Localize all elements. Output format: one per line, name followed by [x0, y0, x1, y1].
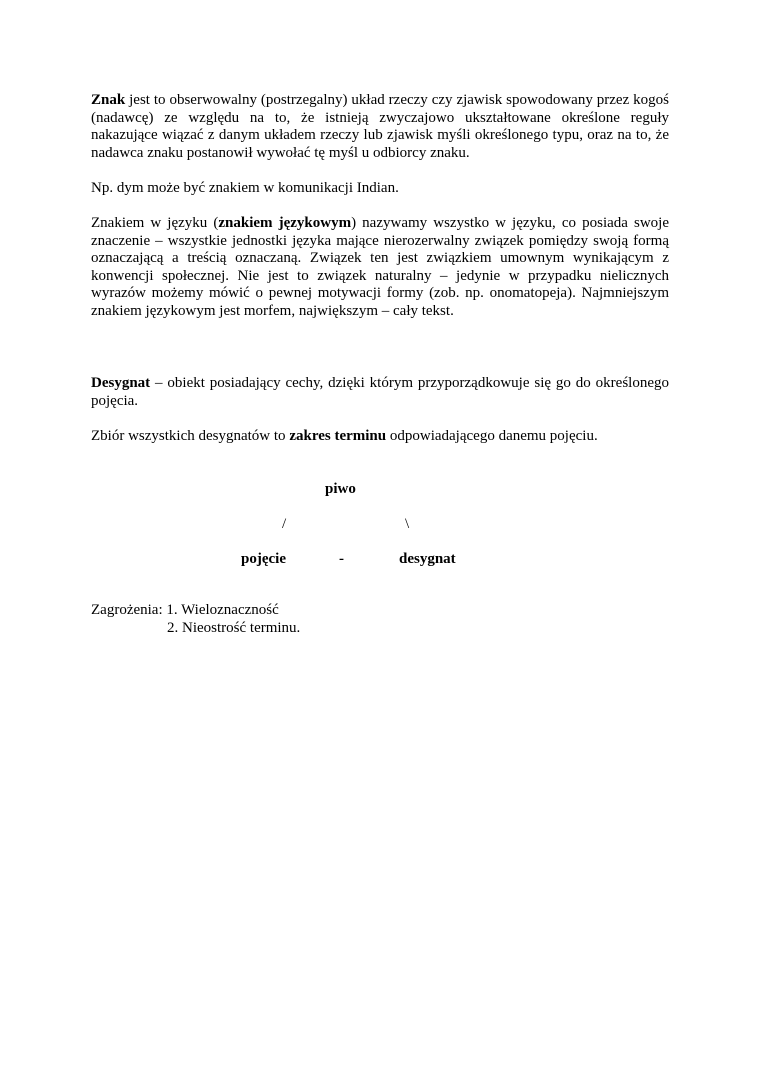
paragraph-znak-jezykowy: [91, 215, 669, 320]
diagram-left-pojecie: pojęcie: [241, 551, 286, 567]
paragraph-znak-definition: [91, 92, 669, 162]
znak-definition-text: jest to obserwowalny (postrzegalny) układ rzeczy czy zjawisk spowodowany przez kogoś (nadawcę) ze względu na to, że istnieją zwyczajowo ukształtowane określone reguły nakazujące wiązać z danym układem rzeczy lub zjawisk myśli określonego typu, oraz na to, że nadawca znaku postanowił wywołać tę myśl u odbiorcy znaku.: [91, 92, 669, 161]
term-znak: Znak: [91, 92, 126, 108]
threats-row-1: [91, 602, 300, 620]
term-desygnat: Desygnat: [91, 375, 151, 391]
zakres-text-after: odpowiadającego danemu pojęciu.: [386, 428, 598, 444]
term-zakres-terminu: zakres terminu: [289, 428, 387, 444]
diagram-slash-left: /: [282, 516, 287, 532]
paragraph-desygnat-definition: [91, 375, 669, 410]
desygnat-definition-text: – obiekt posiadający cechy, dzięki którym przyporządkowuje się go do określonego pojęcia.: [91, 375, 669, 409]
threats-row-2: [91, 620, 300, 638]
term-znak-jezykowy: znakiem językowym: [218, 215, 352, 231]
threat-item-2: 2. Nieostrość terminu.: [167, 619, 301, 636]
diagram-top-piwo: piwo: [325, 481, 356, 497]
paragraph-example: [91, 180, 669, 198]
diagram-dash: -: [339, 551, 344, 567]
example-text: Np. dym może być znakiem w komunikacji Indian.: [91, 180, 399, 196]
diagram-right-desygnat: desygnat: [399, 551, 456, 567]
znak-jezykowy-text-before: Znakiem w języku (: [91, 215, 219, 231]
threats-list: [91, 602, 300, 637]
zakres-text-before: Zbiór wszystkich desygnatów to: [91, 428, 290, 444]
paragraph-zakres-terminu: [91, 428, 669, 446]
threats-label: Zagrożenia:: [91, 602, 163, 618]
diagram-slash-right: \: [405, 516, 410, 532]
znak-jezykowy-text-after: ) nazywamy wszystko w języku, co posiada swoje znaczenie – wszystkie jednostki języka mające nierozerwalny związek pomiędzy swoją formą oznaczającą a treścią oznaczaną. Związek ten jest związkiem umownym wynikającym z konwencji społecznej. Nie jest to związek naturalny – jedynie w przypadku nielicznych wyrazów możemy mówić o pewnej motywacji formy (zob. np. onomatopeja). Najmniejszym znakiem językowym jest morfem, największym – cały tekst.: [91, 215, 670, 319]
threat-item-1: 1. Wieloznaczność: [166, 602, 279, 618]
